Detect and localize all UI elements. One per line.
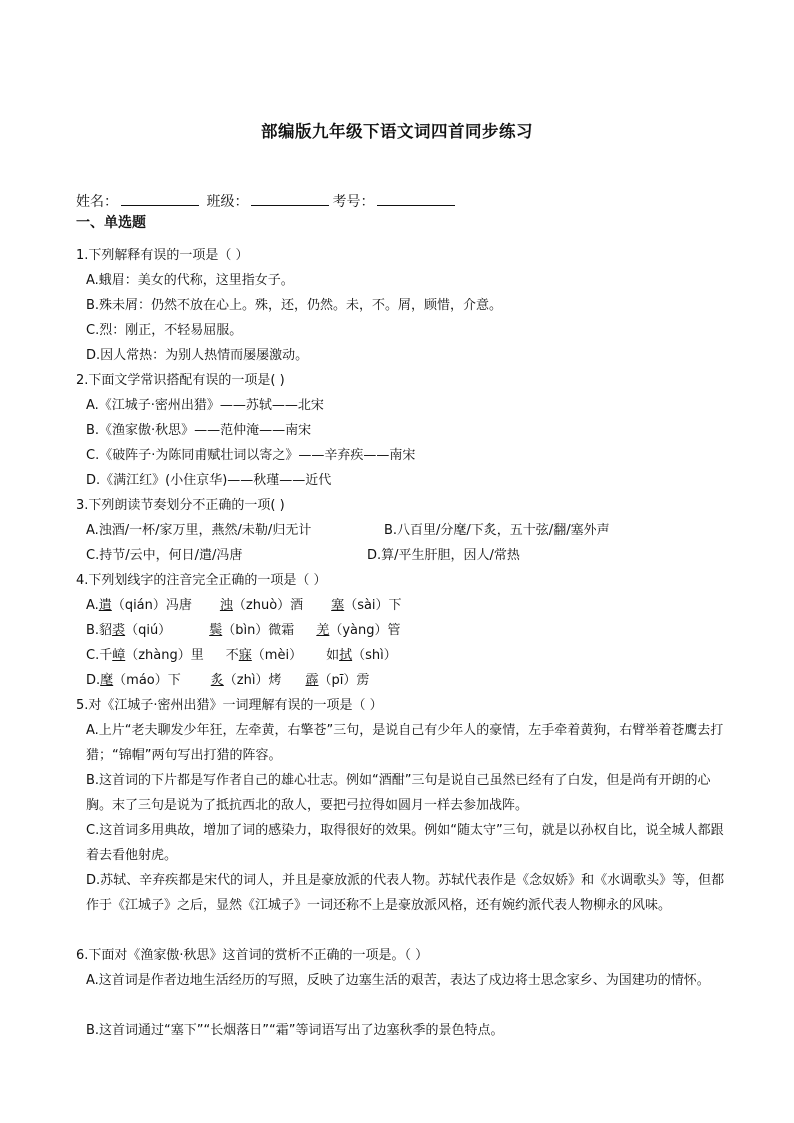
underlined-char: 炙: [210, 673, 224, 688]
exam-number-label: 考号：: [332, 194, 375, 210]
option-a: [86, 597, 402, 615]
option-b: B.八百里/分麾/下炙，五十弦/翻/塞外声: [384, 523, 610, 538]
option-b: B.这首词的下片都是写作者自己的雄心壮志。例如“酒酣”三句是说自己虽然已经有了白发，但是尚有开朗的心胸。末了三句是说为了抵抗西北的敌人，要把弓拉得如圆月一样去参加战阵。: [86, 773, 711, 813]
option-c: C.这首词多用典故，增加了词的感染力，取得很好的效果。例如“随太守”三句，就是以孙权自比，说全城人都跟着去看他射虎。: [86, 823, 724, 863]
option-b: B.这首词通过“塞下”“长烟落日”“霜”等词语写出了边塞秋季的景色特点。: [86, 1023, 504, 1038]
option-text: （zhì）烤: [223, 673, 282, 688]
option-text: （bìn）微霜: [222, 623, 295, 638]
option-text: （shì）: [352, 648, 397, 663]
option-text: （qián）冯唐: [111, 598, 192, 613]
underlined-char: 鬓: [209, 623, 223, 638]
question-stem: 3.下列朗读节奏划分不正确的一项( ): [76, 498, 285, 513]
option-d: D.因人常热：为别人热情而屡屡激动。: [86, 348, 309, 363]
option-text: （pī）雳: [318, 673, 370, 688]
option-text: （mèi）: [251, 648, 303, 663]
class-blank[interactable]: [251, 191, 329, 206]
option-text: B.貂: [86, 623, 113, 638]
exam-number-blank[interactable]: [377, 191, 455, 206]
option-a: A.蛾眉：美女的代称，这里指女子。: [86, 273, 294, 288]
option-d: D.《满江红》(小住京华)——秋瑾——近代: [86, 473, 332, 488]
question-stem: 2.下面文学常识搭配有误的一项是( ): [76, 373, 285, 388]
underlined-char: 浊: [219, 598, 233, 613]
option-a: A.上片“老夫聊发少年狂，左牵黄，右擎苍”三句，是说自己有少年人的豪情，左手牵着黄狗，右臂举着苍鹰去打猎；“锦帽”两句写出打猎的阵容。: [86, 723, 724, 763]
option-text: （zhàng）里: [125, 648, 204, 663]
name-blank[interactable]: [121, 191, 199, 206]
option-text: （yàng）管: [329, 623, 401, 638]
underlined-char: 羌: [316, 623, 330, 638]
option-text: D.: [86, 673, 101, 688]
option-b: B.《渔家傲·秋思》——范仲淹——南宋: [86, 423, 312, 438]
option-c: C.《破阵子·为陈同甫赋壮词以寄之》——辛弃疾——南宋: [86, 448, 416, 463]
option-c: C.持节/云中，何日/遣/冯唐: [86, 548, 243, 563]
option-a: A.浊酒/一杯/家万里，燕然/未勒/归无计: [86, 523, 312, 538]
option-c: [86, 647, 397, 665]
option-text: 如: [326, 648, 340, 663]
option-d: [86, 672, 369, 690]
option-a: A.《江城子·密州出猎》——苏轼——北宋: [86, 398, 324, 413]
name-label: 姓名：: [76, 194, 118, 210]
option-text: 不: [225, 648, 239, 663]
section-heading: 一、单选题: [76, 215, 146, 231]
underlined-char: 嶂: [112, 648, 126, 663]
option-d: D.苏轼、辛弃疾都是宋代的词人，并且是豪放派的代表人物。苏轼代表作是《念奴娇》和《水调歌头》等，但都作于《江城子》之后，显然《江城子》一词还称不上是豪放派风格，还有婉约派代表人物柳永的风味。: [86, 873, 725, 913]
option-b: B.殊未屑：仍然不放在心上。殊，还，仍然。未，不。屑，顾惜，介意。: [86, 298, 503, 313]
question-stem: 1.下列解释有误的一项是（ ）: [76, 248, 249, 263]
option-text: （sài）下: [344, 598, 402, 613]
question-stem: 4.下列划线字的注音完全正确的一项是（ ）: [76, 573, 327, 588]
question-stem: 6.下面对《渔家傲·秋思》这首词的赏析不正确的一项是。（ ）: [76, 948, 429, 963]
option-text: （qiú）: [125, 623, 172, 638]
underlined-char: 寐: [238, 648, 252, 663]
option-text: C.千: [86, 648, 113, 663]
underlined-char: 拭: [339, 648, 353, 663]
question-stem: 5.对《江城子·密州出猎》一词理解有误的一项是（ ）: [76, 698, 383, 713]
underlined-char: 塞: [331, 598, 345, 613]
underlined-char: 麾: [100, 673, 114, 688]
option-c: C.烈：刚正，不轻易屈服。: [86, 323, 243, 338]
underlined-char: 遣: [98, 598, 112, 613]
option-text: （máo）下: [113, 673, 181, 688]
option-d: D.算/平生肝胆，因人/常热: [367, 548, 520, 563]
class-label: 班级：: [206, 194, 249, 210]
option-text: （zhuò）酒: [232, 598, 304, 613]
option-a: A.这首词是作者边地生活经历的写照，反映了边塞生活的艰苦，表达了戍边将士思念家乡、为国建功的情怀。: [86, 973, 710, 988]
option-b: [86, 622, 400, 640]
student-info-row: [76, 191, 458, 211]
page-title: 部编版九年级下语文词四首同步练习: [261, 122, 533, 141]
underlined-char: 裘: [112, 623, 126, 638]
option-text: A.: [86, 598, 99, 613]
underlined-char: 霹: [305, 673, 319, 688]
